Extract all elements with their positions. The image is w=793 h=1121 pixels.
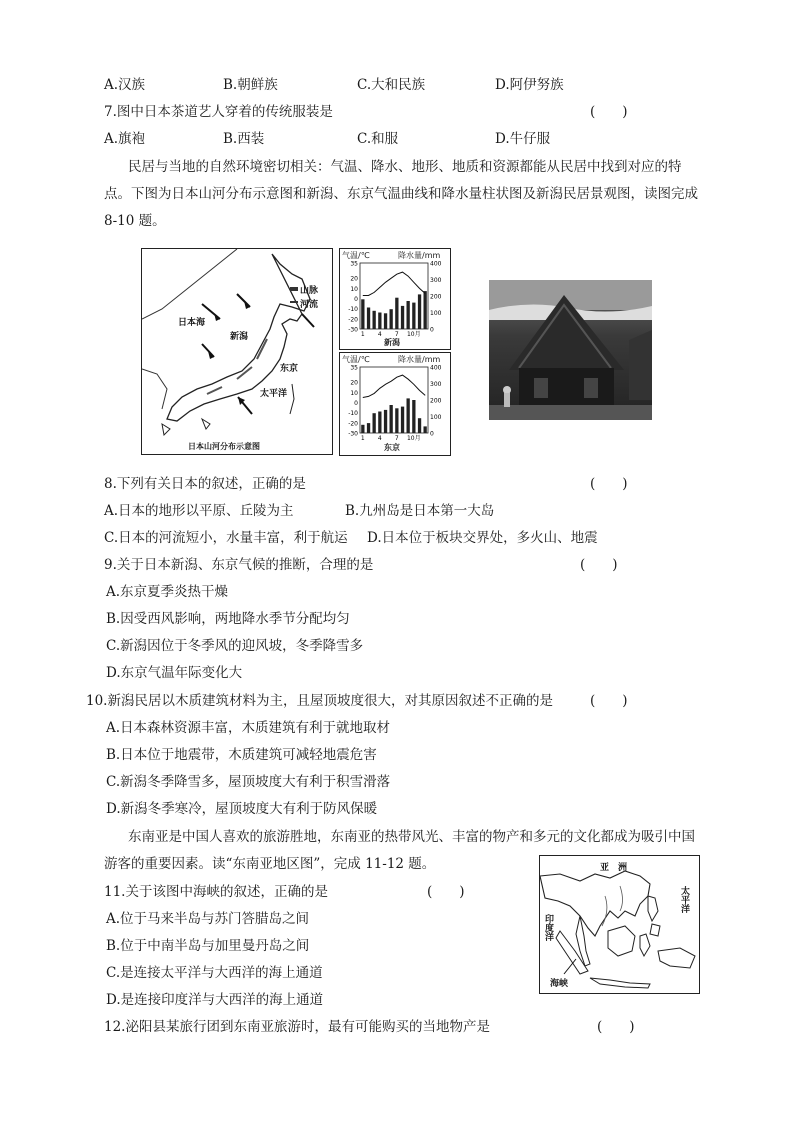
chart1-precip-bar	[367, 308, 370, 329]
intro1-line2: 点。下图为日本山河分布示意图和新潟、东京气温曲线和降水量柱状图及新潟民居景观图，读图完成	[104, 186, 698, 202]
q11-stem: 11.关于该图中海峡的叙述，正确的是	[104, 884, 328, 900]
chart1-precip-tick: 400	[430, 260, 442, 268]
chart1-precip-axis-title: 降水量/mm	[398, 251, 441, 260]
chart1-precip-bar	[407, 301, 410, 329]
chart2-month-tick: 10月	[406, 435, 421, 442]
chart1-precip-bar	[378, 313, 381, 330]
chart2-precip-tick: 100	[430, 414, 442, 421]
chart2-precip-bar	[424, 426, 427, 433]
chart1-precip-bar	[390, 309, 393, 329]
chart2-precip-bar	[367, 423, 370, 433]
legend-river-label: 河流	[300, 300, 319, 310]
chart2-plot	[340, 353, 450, 453]
chart2-temp-line	[363, 375, 425, 397]
q7-stem: 7.图中日本茶道艺人穿着的传统服装是	[104, 104, 333, 120]
q11-option-a: A.位于马来半岛与苏门答腊岛之间	[106, 911, 310, 927]
chart1-city-label: 新潟	[384, 338, 400, 347]
chart2-precip-bar	[418, 418, 421, 433]
q12-answer-paren: ( )	[597, 1019, 635, 1035]
q10-stem: 10.新潟民居以木质建筑材料为主，且屋顶坡度很大，对其原因叙述不正确的是	[86, 693, 553, 709]
chart2-city-label: 东京	[384, 443, 400, 452]
chart2-month-tick: 7	[394, 435, 399, 442]
chart1-precip-bar	[395, 298, 398, 329]
chart2-precip-bar	[378, 412, 381, 433]
chart2-frame	[360, 367, 428, 433]
q7-option-b: B.西装	[223, 131, 265, 147]
chart2-precip-bar	[361, 425, 364, 433]
q8-option-b: B.九州岛是日本第一大岛	[345, 503, 495, 519]
q10-option-a: A.日本森林资源丰富，木质建筑有利于就地取材	[106, 720, 391, 736]
q6-option-d: D.阿伊努族	[495, 77, 564, 93]
chart1-precip-tick: 100	[430, 310, 442, 317]
chart2-temp-tick: 0	[354, 400, 358, 407]
house-photo-svg	[489, 280, 652, 420]
chart2-temp-tick: 10	[350, 389, 358, 397]
q6-option-c: C.大和民族	[357, 77, 426, 93]
chart1-temp-tick: -30	[348, 326, 358, 334]
sea-map-svg	[540, 856, 698, 992]
sea-map-label-strait: 海峡	[550, 979, 569, 989]
q8-option-a: A.日本的地形以平原、丘陵为主	[104, 503, 294, 519]
q8-stem: 8.下列有关日本的叙述，正确的是	[104, 476, 306, 492]
q12-stem: 12.泌阳县某旅行团到东南亚旅游时，最有可能购买的当地物产是	[104, 1019, 490, 1035]
chart2-precip-tick: 300	[430, 381, 442, 388]
chart2-month-tick: 1	[360, 435, 365, 442]
chart2-precip-bar	[384, 410, 387, 433]
q7-option-d: D.牛仔服	[495, 131, 551, 147]
sea-map-label-asia: 亚 洲	[600, 863, 628, 873]
chart2-temp-tick: 20	[350, 379, 358, 387]
chart1-precip-bar	[361, 299, 364, 329]
map-label-city-tokyo: 东京	[280, 364, 299, 374]
chart1-month-tick: 7	[394, 331, 399, 338]
chart1-plot	[340, 249, 450, 349]
q11-option-d: D.是连接印度洋与大西洋的海上通道	[106, 992, 324, 1008]
chart1-temp-tick: 20	[350, 275, 358, 283]
chart2-precip-bar	[407, 398, 410, 433]
chart2-precip-bar	[401, 407, 404, 433]
chart1-month-tick: 10月	[406, 331, 421, 338]
q6-option-b: B.朝鲜族	[223, 77, 278, 93]
intro2-line2: 游客的重要因素。读“东南亚地区图”，完成 11-12 题。	[104, 856, 436, 872]
q8-option-c: C.日本的河流短小，水量丰富，利于航运	[104, 530, 348, 546]
climate-chart-tokyo	[339, 352, 451, 456]
map-caption: 日本山河分布示意图	[188, 442, 260, 451]
q10-answer-paren: ( )	[590, 693, 628, 709]
chart1-precip-bar	[418, 294, 421, 329]
chart2-precip-axis-title: 降水量/mm	[398, 355, 441, 364]
chart2-temp-tick: 35	[350, 364, 358, 372]
chart1-precip-bar	[384, 313, 387, 329]
q11-option-b: B.位于中南半岛与加里曼丹岛之间	[106, 938, 310, 954]
chart1-temp-tick: 10	[350, 285, 358, 293]
chart2-month-tick: 4	[377, 435, 382, 442]
chart2-precip-tick: 0	[430, 430, 434, 438]
chart1-frame	[360, 263, 428, 329]
chart2-precip-bar	[390, 405, 393, 433]
intro1-line1: 民居与当地的自然环境密切相关：气温、降水、地形、地质和资源都能从民居中找到对应的特	[128, 159, 682, 175]
intro2-line1: 东南亚是中国人喜欢的旅游胜地，东南亚的热带风光、丰富的物产和多元的文化都成为吸引中国	[128, 829, 695, 845]
map-label-sea: 日本海	[178, 318, 206, 328]
chart2-precip-tick: 400	[430, 364, 442, 372]
chart1-temp-tick: -10	[348, 306, 358, 314]
chart1-precip-tick: 300	[430, 277, 442, 284]
q10-option-c: C.新潟冬季降雪多，屋顶坡度大有利于积雪滑落	[106, 774, 391, 790]
q8-option-d: D.日本位于板块交界处，多火山、地震	[367, 530, 598, 546]
q10-option-b: B.日本位于地震带，木质建筑可减轻地震危害	[106, 747, 377, 763]
q6-option-a: A.汉族	[104, 77, 146, 93]
southeast-asia-map	[539, 855, 700, 994]
chart1-month-tick: 1	[360, 331, 365, 338]
q9-option-a: A.东京夏季炎热干燥	[106, 584, 229, 600]
chart1-temp-tick: -20	[348, 316, 358, 324]
japan-map-svg	[142, 249, 331, 453]
intro1-line3: 8-10 题。	[104, 213, 166, 229]
chart2-precip-tick: 200	[430, 397, 442, 405]
q7-option-a: A.旗袍	[104, 131, 146, 147]
q9-option-d: D.东京气温年际变化大	[106, 665, 243, 681]
q9-option-b: B.因受西风影响，两地降水季节分配均匀	[106, 611, 350, 627]
q9-stem: 9.关于日本新潟、东京气候的推断，合理的是	[104, 557, 374, 573]
chart1-precip-tick: 0	[430, 326, 434, 334]
niigata-house-photo	[489, 280, 652, 420]
q10-option-d: D.新潟冬季寒冷，屋顶坡度大有利于防风保暖	[106, 801, 378, 817]
q9-option-c: C.新潟因位于冬季风的迎风坡，冬季降雪多	[106, 638, 364, 654]
q7-option-c: C.和服	[357, 131, 399, 147]
chart1-precip-bar	[401, 306, 404, 329]
climate-chart-niigata	[339, 248, 451, 350]
chart2-temp-axis-title: 气温/℃	[342, 355, 370, 364]
legend-mountain-label: 山脉	[300, 286, 319, 296]
map-label-ocean: 太平洋	[260, 389, 288, 399]
chart1-temp-tick: 35	[350, 260, 358, 268]
chart1-precip-tick: 200	[430, 293, 442, 301]
chart1-precip-bar	[373, 311, 376, 329]
chart1-month-tick: 4	[377, 331, 382, 338]
chart2-temp-tick: -10	[348, 410, 358, 418]
chart1-precip-bar	[412, 303, 415, 329]
japan-river-map	[141, 248, 333, 455]
chart2-temp-tick: -20	[348, 420, 358, 428]
sea-map-label-indian: 印度洋	[543, 914, 553, 941]
q11-answer-paren: ( )	[427, 884, 465, 900]
chart2-precip-bar	[395, 408, 398, 433]
q8-answer-paren: ( )	[590, 476, 628, 492]
chart1-precip-bar	[424, 291, 427, 329]
chart2-precip-bar	[373, 413, 376, 433]
q7-answer-paren: ( )	[590, 104, 628, 120]
q11-option-c: C.是连接太平洋与大西洋的海上通道	[106, 965, 323, 981]
chart1-temp-tick: 0	[354, 296, 358, 303]
chart1-temp-axis-title: 气温/℃	[342, 251, 370, 260]
q9-answer-paren: ( )	[580, 557, 618, 573]
map-label-city-niigata: 新潟	[230, 332, 249, 342]
chart2-temp-tick: -30	[348, 430, 358, 438]
sea-map-label-pacific: 太平洋	[679, 886, 689, 913]
chart1-temp-line	[363, 272, 425, 295]
chart2-precip-bar	[412, 400, 415, 433]
